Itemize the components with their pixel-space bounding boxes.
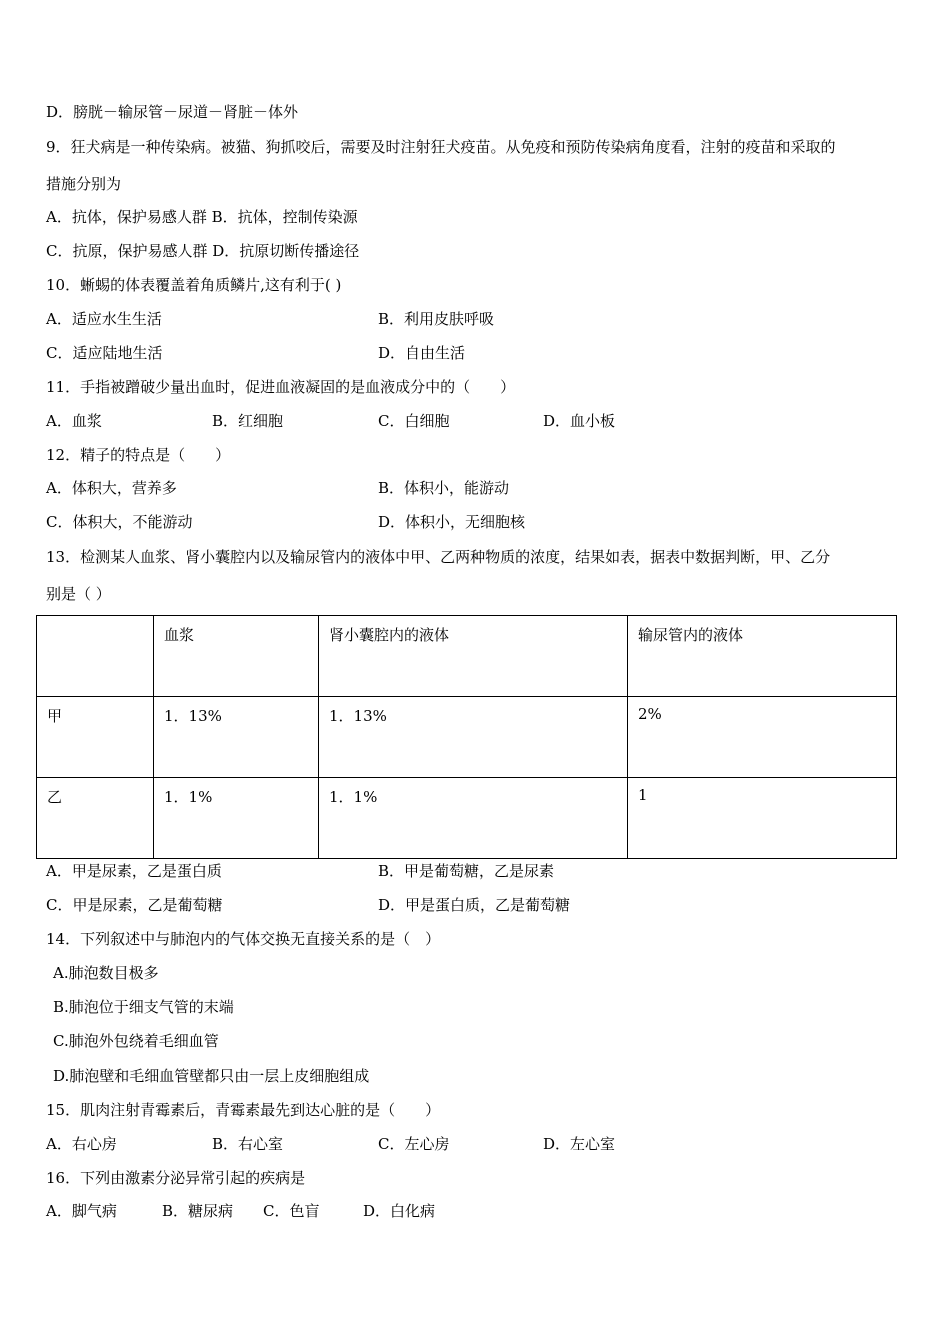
q11-option-c: C．白细胞: [378, 412, 450, 430]
q15-option-d: D．左心室: [543, 1135, 616, 1153]
q11-option-b: B．红细胞: [212, 412, 284, 430]
q10-option-c: C．适应陆地生活: [46, 344, 163, 362]
table-cell: 乙: [37, 778, 154, 859]
table-header-cell: 血浆: [154, 616, 319, 697]
table-cell: 1．13%: [319, 697, 628, 778]
q13-stem-line2: 别是（ ）: [46, 585, 111, 603]
q15-option-c: C．左心房: [378, 1135, 450, 1153]
q12-option-b: B．体积小，能游动: [378, 479, 510, 497]
q13-option-c: C．甲是尿素，乙是葡萄糖: [46, 896, 223, 914]
q11-stem: 11．手指被蹭破少量出血时，促进血液凝固的是血液成分中的（ ）: [46, 378, 516, 396]
q11-option-d: D．血小板: [543, 412, 616, 430]
q14-option-c: C.肺泡外包绕着毛细血管: [53, 1032, 219, 1050]
q16-option-d: D．白化病: [363, 1202, 436, 1220]
table-cell: 1．13%: [154, 697, 319, 778]
q9-stem-line2: 措施分别为: [46, 175, 122, 193]
q15-option-a: A．右心房: [46, 1135, 117, 1153]
table-cell: 2%: [628, 697, 897, 778]
q16-option-b: B．糖尿病: [162, 1202, 234, 1220]
table-cell: 甲: [37, 697, 154, 778]
q9-options-ab: A．抗体，保护易感人群 B．抗体，控制传染源: [46, 208, 358, 226]
q10-option-b: B．利用皮肤呼吸: [378, 310, 495, 328]
q14-option-b: B.肺泡位于细支气管的末端: [53, 998, 234, 1016]
q14-option-a: A.肺泡数目极多: [53, 964, 159, 982]
q13-data-table: [36, 615, 897, 859]
q15-option-b: B．右心室: [212, 1135, 284, 1153]
q13-option-d: D．甲是蛋白质，乙是葡萄糖: [378, 896, 571, 914]
table-cell: 1．1%: [319, 778, 628, 859]
q12-option-a: A．体积大，营养多: [46, 479, 177, 497]
q12-option-d: D．体积小，无细胞核: [378, 513, 526, 531]
q9-stem-line1: 9．狂犬病是一种传染病。被猫、狗抓咬后，需要及时注射狂犬疫苗。从免疫和预防传染病角度看，注射的疫苗和采取的: [46, 138, 836, 156]
table-row: [37, 778, 897, 859]
table-header-cell: [37, 616, 154, 697]
q8-option-d: D．膀胱－输尿管－尿道－肾脏－体外: [46, 103, 299, 121]
q14-stem: 14．下列叙述中与肺泡内的气体交换无直接关系的是（ ）: [46, 930, 441, 948]
table-cell: 1: [628, 778, 897, 859]
table-header-row: [37, 616, 897, 697]
q16-option-c: C．色盲: [263, 1202, 320, 1220]
table-row: [37, 697, 897, 778]
q14-option-d: D.肺泡壁和毛细血管壁都只由一层上皮细胞组成: [53, 1067, 370, 1085]
q11-option-a: A．血浆: [46, 412, 102, 430]
q10-option-d: D．自由生活: [378, 344, 466, 362]
q10-stem: 10．蜥蜴的体表覆盖着角质鳞片,这有利于( ): [46, 276, 342, 294]
q12-stem: 12．精子的特点是（ ）: [46, 446, 231, 464]
table-header-cell: 肾小囊腔内的液体: [319, 616, 628, 697]
q13-option-b: B．甲是葡萄糖，乙是尿素: [378, 862, 555, 880]
q12-option-c: C．体积大，不能游动: [46, 513, 193, 531]
q10-option-a: A．适应水生生活: [46, 310, 162, 328]
q13-stem-line1: 13．检测某人血浆、肾小囊腔内以及输尿管内的液体中甲、乙两种物质的浓度，结果如表，据表中数据判断，甲、乙分: [46, 548, 831, 566]
q15-stem: 15．肌肉注射青霉素后，青霉素最先到达心脏的是（ ）: [46, 1101, 441, 1119]
table-header-cell: 输尿管内的液体: [628, 616, 897, 697]
q13-option-a: A．甲是尿素，乙是蛋白质: [46, 862, 222, 880]
q9-options-cd: C．抗原，保护易感人群 D．抗原切断传播途径: [46, 242, 360, 260]
table-cell: 1．1%: [154, 778, 319, 859]
q16-option-a: A．脚气病: [46, 1202, 117, 1220]
q16-stem: 16．下列由激素分泌异常引起的疾病是: [46, 1169, 306, 1187]
